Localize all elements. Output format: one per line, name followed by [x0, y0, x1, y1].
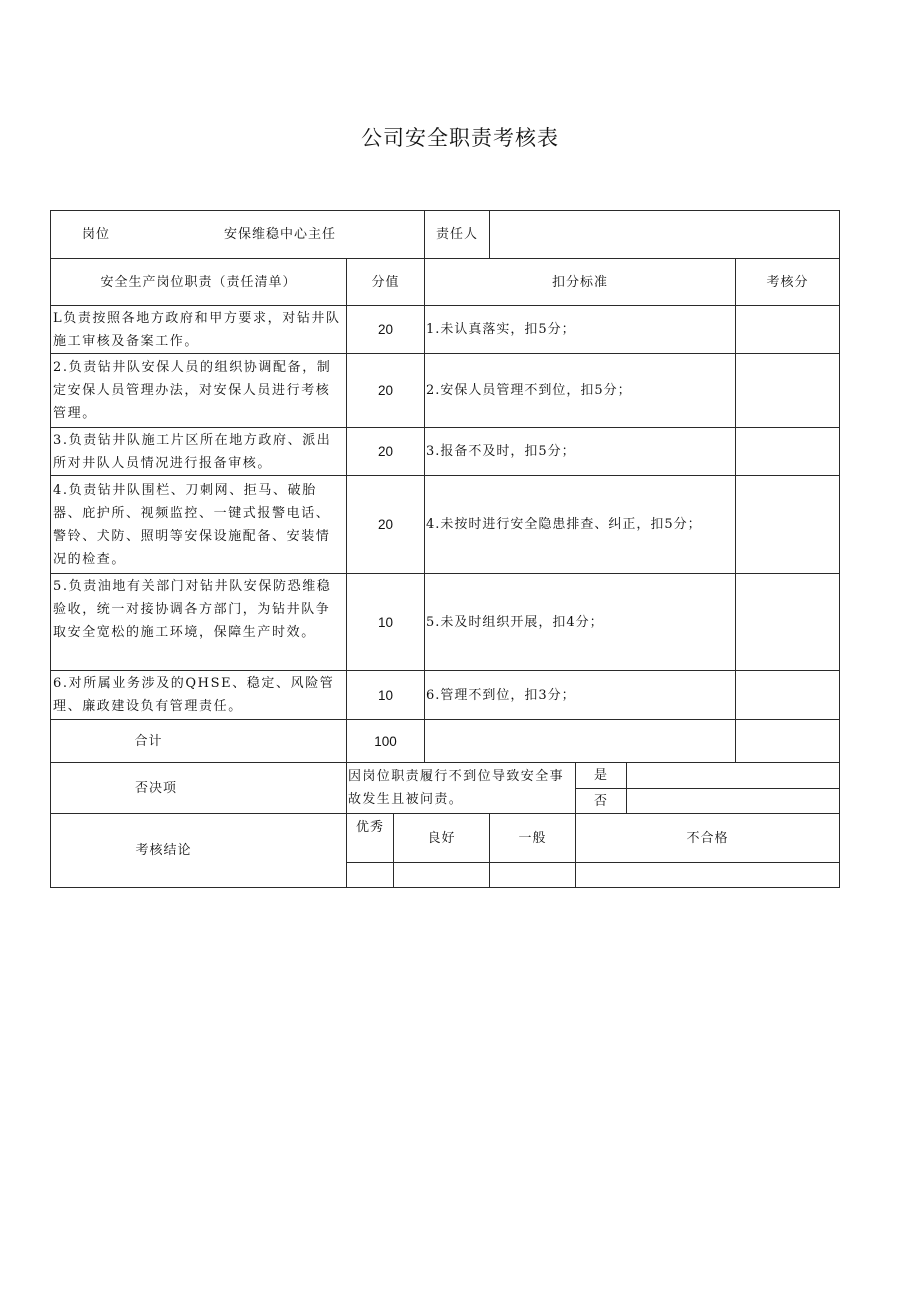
score-cell: 20 [377, 322, 394, 337]
total-assessment[interactable] [736, 720, 839, 762]
grade-good: 良好 [427, 830, 456, 846]
grade-average-mark[interactable] [490, 863, 575, 887]
total-label: 合计 [134, 733, 163, 749]
responsible-label: 责任人 [435, 227, 478, 242]
deduction-cell: 5.未及时组织开展，扣4分； [426, 614, 604, 630]
deduction-cell: 2.安保人员管理不到位，扣5分； [426, 383, 632, 398]
duty-cell: 6.对所属业务涉及的QHSE、稳定、风险管理、廉政建设负有管理责任。 [53, 676, 335, 714]
table-rule [839, 210, 840, 888]
table-rule [489, 210, 490, 258]
table-rule [50, 887, 840, 888]
grade-fail-mark[interactable] [576, 863, 839, 887]
grade-excellent-mark[interactable] [347, 863, 393, 887]
position-label: 岗位 [82, 227, 111, 242]
col-assessment-header: 考核分 [766, 274, 809, 290]
conclusion-label: 考核结论 [135, 843, 192, 858]
assessment-cell[interactable] [736, 306, 839, 353]
duty-cell: 4.负责钻井队围栏、刀刺网、拒马、破胎器、庇护所、视频监控、一键式报警电话、警铃、犬防、照明等安保设施配备、安装情况的检查。 [53, 482, 331, 567]
assessment-cell[interactable] [736, 574, 839, 670]
col-score-header: 分值 [371, 274, 400, 290]
veto-description: 因岗位职责履行不到位导致安全事故发生且被问责。 [348, 769, 565, 807]
grade-excellent: 优秀 [355, 819, 384, 835]
grade-good-mark[interactable] [394, 863, 489, 887]
col-duty-header: 安全生产岗位职责（责任清单） [100, 274, 297, 290]
duty-cell: 3.负责钻井队施工片区所在地方政府、派出所对井队人员情况进行报备审核。 [53, 432, 332, 471]
veto-yes-value[interactable] [627, 763, 839, 788]
page-title: 公司安全职责考核表 [361, 126, 559, 150]
veto-yes-label: 是 [593, 768, 608, 783]
responsible-value [494, 211, 834, 258]
duty-cell: L负责按照各地方政府和甲方要求，对钻井队施工审核及备案工作。 [53, 310, 341, 349]
duty-cell: 5.负责油地有关部门对钻井队安保防恐维稳验收，统一对接协调各方部门，为钻井队争取安全宽松的施工环境，保障生产时效。 [53, 579, 332, 640]
score-cell: 20 [377, 517, 394, 532]
assessment-cell[interactable] [736, 476, 839, 573]
total-deduction [426, 720, 734, 762]
assessment-cell[interactable] [736, 428, 839, 475]
score-cell: 20 [377, 444, 394, 459]
total-score: 100 [374, 733, 397, 749]
score-cell: 10 [377, 614, 394, 630]
grade-average: 一般 [518, 830, 547, 846]
col-deduction-header: 扣分标准 [551, 274, 608, 290]
score-cell: 10 [377, 687, 394, 703]
veto-label: 否决项 [134, 780, 177, 796]
grade-fail: 不合格 [686, 830, 729, 846]
assessment-cell[interactable] [736, 671, 839, 719]
deduction-cell: 3.报备不及时，扣5分； [426, 444, 576, 459]
assessment-cell[interactable] [736, 354, 839, 427]
score-cell: 20 [377, 383, 394, 398]
veto-no-label: 否 [593, 793, 608, 809]
deduction-cell: 6.管理不到位，扣3分； [426, 687, 576, 703]
deduction-cell: 4.未按时进行安全隐患排查、纠正，扣5分； [426, 517, 702, 532]
duty-cell: 2.负责钻井队安保人员的组织协调配备，制定安保人员管理办法，对安保人员进行考核管理。 [53, 360, 332, 421]
position-value: 安保维稳中心主任 [224, 227, 337, 242]
veto-no-value[interactable] [627, 789, 839, 813]
deduction-cell: 1.未认真落实，扣5分； [426, 322, 576, 337]
table-rule [424, 258, 425, 762]
